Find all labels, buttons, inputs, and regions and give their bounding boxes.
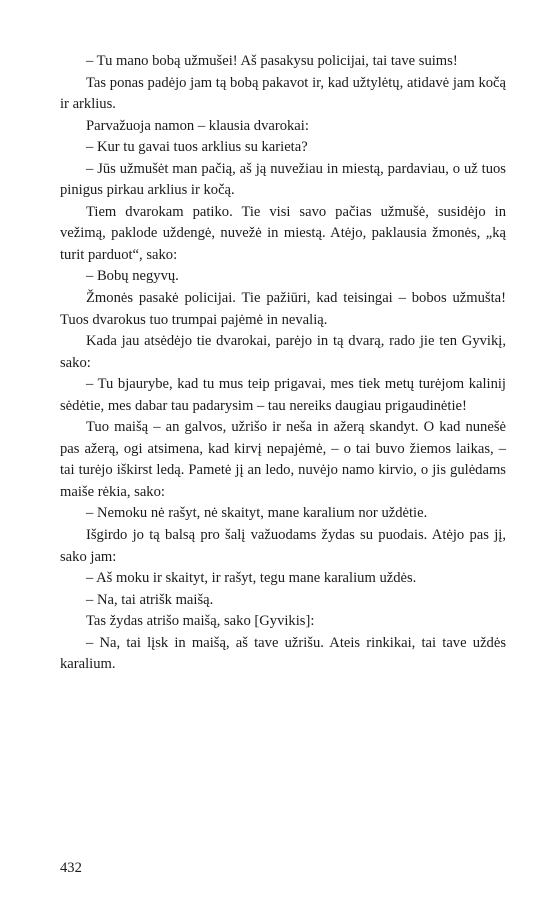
paragraph-7: – Bobų negyvų. xyxy=(86,268,179,285)
paragraph-16: Tas žydas atrišo maišą, sako [Gyvikis]: xyxy=(86,613,315,630)
paragraph-8: Žmonės pasakė policijai. Tie pažiūri, kad teisingai – bobos užmušta! Tuos dvarokus tuo trumpai pajėmė in nevalią. xyxy=(60,290,506,328)
paragraph-2: Tas ponas padėjo jam tą bobą pakavot ir, kad užtylėtų, atidavė jam kočą ir arklius. xyxy=(60,74,506,113)
paragraph-5: – Jūs užmušėt man pačią, aš ją nuvežiau in miestą, pardaviau, o už tuos pinigus pirkau arklius ir kočą. xyxy=(60,160,506,199)
paragraph-14: – Aš moku ir skaityt, ir rašyt, tegu mane karalium uždės. xyxy=(86,570,417,587)
paragraph-11: Tuo maišą – an galvos, užrišo ir neša in ažerą skandyt. O kad nunešė pas ažerą, ogi atsimena, kad kirvį nepajėmė, – o tai buvo žiemos laikas, – tai turėjo iškirst ledą. Pametė jį an ledo, nuvėjo namo kirvio, o jis gulėdams maiše rėkia, sako: xyxy=(60,419,506,500)
body-text xyxy=(60,51,506,676)
paragraph-9: Kada jau atsėdėjo tie dvarokai, parėjo in tą dvarą, rado jie ten Gyvikį, sako: xyxy=(60,333,506,371)
paragraph-10: – Tu bjaurybe, kad tu mus teip prigavai, mes tiek metų turėjom kalinij sėdėtie, mes dabar tau padarysim – tau nereiks daugiau prigaudinėtie! xyxy=(60,376,506,414)
paragraph-12: – Nemoku nė rašyt, nė skaityt, mane karalium nor uždėtie. xyxy=(86,505,428,522)
paragraph-4: – Kur tu gavai tuos arklius su karieta? xyxy=(86,139,308,156)
paragraph-17: – Na, tai lįsk in maišą, aš tave užrišu. Ateis rinkikai, tai tave uždės karalium. xyxy=(60,634,506,673)
paragraph-6: Tiem dvarokam patiko. Tie visi savo pačias užmušė, susidėjo in vežimą, paklode uždengė, nuvežė in miestą. Atėjo, paklausia žmonės, „ką turit parduot“, sako: xyxy=(60,203,506,263)
paragraph-15: – Na, tai atrišk maišą. xyxy=(86,591,214,608)
paragraph-13: Išgirdo jo tą balsą pro šalį važuodams žydas su puodais. Atėjo pas jį, sako jam: xyxy=(60,527,506,565)
paragraph-3: Parvažuoja namon – klausia dvarokai: xyxy=(86,117,309,134)
paragraph-1: – Tu mano bobą užmušei! Aš pasakysu policijai, tai tave suims! xyxy=(86,53,458,69)
page-number: 432 xyxy=(60,860,82,876)
